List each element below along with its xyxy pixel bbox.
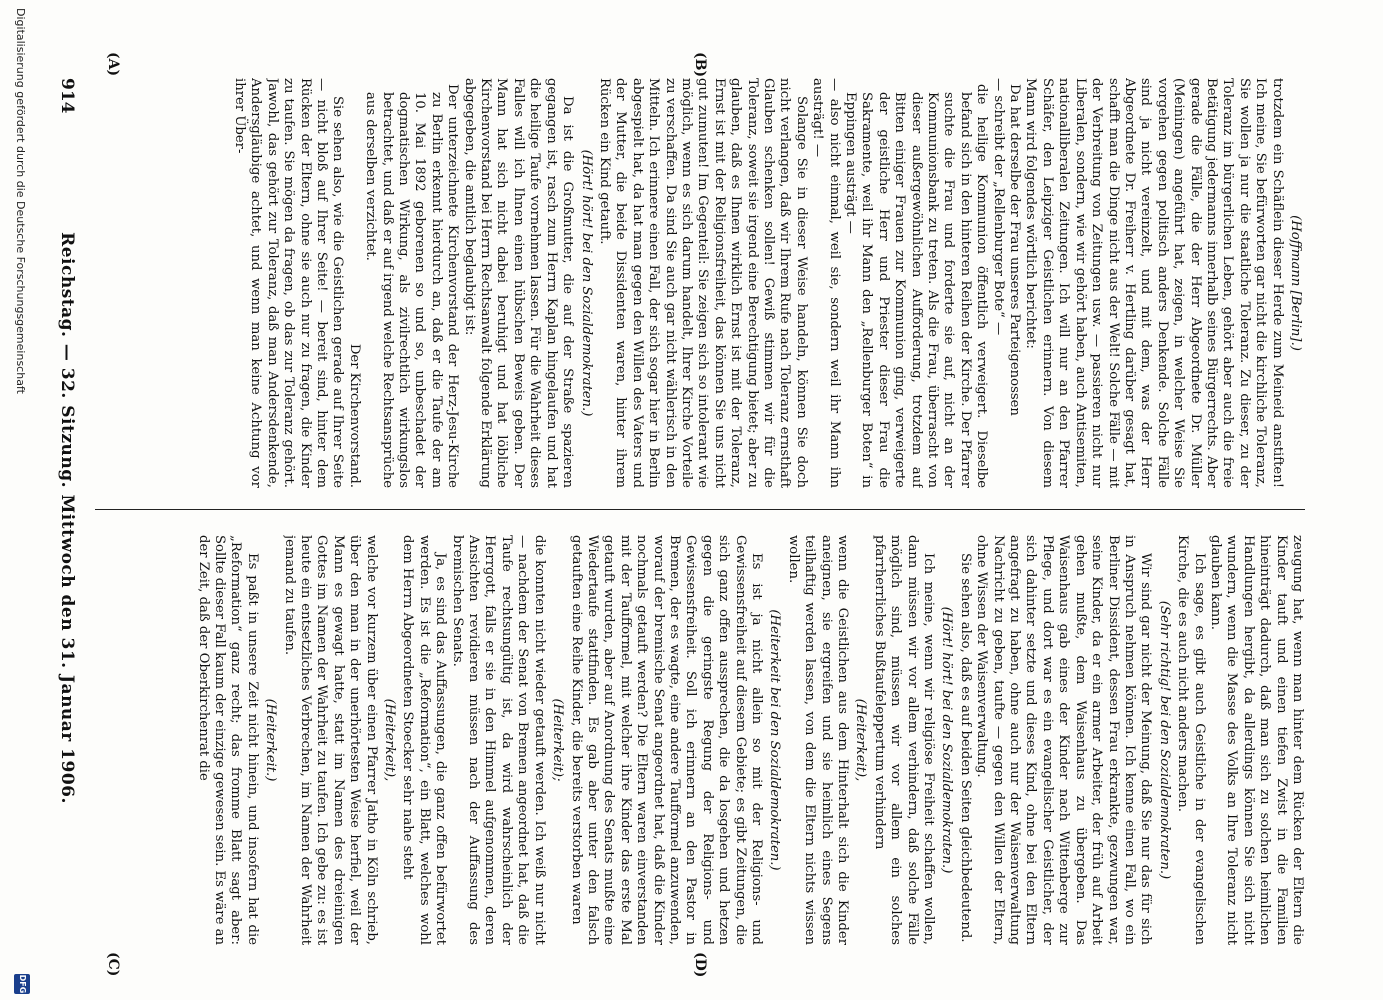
page-title: Reichstag. — 32. Sitzung. Mittwoch den 31. Januar 1906.	[57, 232, 77, 804]
page-number: 914	[57, 78, 77, 114]
digitization-footer	[7, 0, 35, 1000]
page-header	[51, 78, 81, 958]
paragraph: — schreibt der „Rellenburger Bote“ —	[990, 78, 1006, 336]
signature-line: Der Kirchenvorstand.	[346, 343, 362, 488]
paragraph: — also nicht einmal, weil sie, sondern weil ihr Mann ihn austrägt! —	[810, 78, 842, 488]
interjection: (Hört! hört! bei den Sozialdemokraten.)	[578, 149, 594, 417]
interjection: (Hört! hört! bei den Sozialdemokraten.)	[939, 606, 955, 874]
paragraph: Sie sehen also, daß es auf beiden Seiten gleichbedeutend.	[957, 553, 973, 943]
interjection: (Heiterkeit),	[853, 698, 869, 782]
interjection: (Heiterkeit),	[382, 698, 398, 782]
paragraph: wenn die Geistlichen aus dem Hinterhalt sich die Kinder aneignen, sie ergreifen und sie heimlich eines Segens teilhaftig werden lassen, von dem die Eltern nichts wissen wollen.	[785, 535, 851, 945]
speaker-label: (Hoffmann [Berlin].)	[1288, 215, 1303, 351]
interjection: (Heiterkeit.)	[263, 698, 279, 782]
margin-label-d: (D)	[692, 952, 708, 978]
paragraph: Ja, es sind das Auffassungen, die ganz offen befürwortet werden. Es ist die „Reformation“, ein Blatt, welches wohl dem Herrn Abgeordneten Stoecker sehr nahe steht	[400, 535, 449, 945]
left-column	[95, 78, 1305, 488]
paragraph: die konnten nicht wieder getauft werden. Ich weiß nur nicht — nachdem der Senat von Bremen angeordnet hat, daß die Taufe rechtsungültig ist, da wird wahrscheinlich der Herrgott, falls er sie in den Himmel aufgenommen, deren Ansichten revidieren müssen nach der Auffassung des bremischen Senats.	[449, 535, 547, 945]
interjection: (Heiterkeit bei den Sozialdemokraten.)	[767, 609, 783, 871]
right-column	[95, 535, 1305, 945]
paragraph: Es ist ja nicht allein so mit der Religions- und Gewissensfreiheit auf diesem Gebiete; es gibt Zeitungen, die sich ganz offen aussprechen, die da losgehen und hetzen gegen die geringste Regung der Religions- und Gewissensfreiheit. Soll ich erinnern an den Pastor in Bremen, der es wagte, eine andere Taufformel anzuwenden, worauf der bremische Senat angeordnet hat, daß die Kinder nochmals getauft werden? Die Eltern waren einverstanden mit der Taufformel, mit welcher ihre Kinder das erste Mal getauft wurden, aber auf Anordnung des Senats mußte eine Wiedertaufe stattfinden. Es gab aber unter den falsch getauften eine Reihe Kinder, die bereits verstorben waren	[568, 535, 764, 945]
column-divider	[95, 509, 1305, 510]
interjection: (Heiterkeit);	[550, 698, 566, 782]
paragraph: Ich meine, wenn wir religiöse Freiheit schaffen wollen, dann müssen wir vor allem verhindern, daß solche Fälle möglich sind, müssen wir vor allem ein solches pfarrherrliches Bußtaufeleppertum verhindern	[871, 535, 937, 945]
paragraph: welche vor kurzem über einen Pfarrer Jatho in Köln schrieb, über den man in der unerhörtesten Weise herfiel, weil der Mann es gewagt hatte, statt im Namen des dreieinigen Gottes im Namen der Wahrheit zu taufen. Ich gebe zu: es ist heute ein entsetzliches Verbrechen, im Namen der Wahrheit jemand zu taufen.	[281, 535, 379, 945]
dfg-logo-icon: DFG	[14, 974, 30, 994]
interjection: (Sehr richtig! bei den Sozialdemokraten.)	[1156, 600, 1172, 880]
paragraph: trotzdem ein Schäflein dieser Herde zum Meineid anstiften! Ich meine, Sie befürworten gar nicht die kirchliche Toleranz, Sie wollen ja nur die staatliche Toleranz. Zu dieser, zu der Toleranz im bürgerlichen Leben, gehört aber auch die freie Betätigung jedermanns innerhalb seines Bürgerrechts. Aber gerade die Fälle, die der Herr Abgeordnete Dr. Müller (Meiningen) angeführt hat, zeigen, in welcher Weise Sie vorgehen gegen politisch anders Denkende. Solche Fälle sind ja nicht vereinzelt, und mit dem, was der Herr Abgeordnete Dr. Freiherr v. Hertling darüber gesagt hat, schafft man die Dinge nicht aus der Welt! Solche Fälle — mit der Verbreitung von Zeitungen usw. — passieren nicht nur Liberalen, sondern, wie wir gehört haben, auch Antisemiten, nationalliberalen Zeitungen. Ich will nur an den Pfarrer Schäfer, den Leipziger Geistlichen erinnern. Von diesem Mann wird folgendes wörtlich berichtet:	[1023, 78, 1285, 488]
paragraph: Solange Sie in dieser Weise handeln, können Sie doch nicht verlangen, daß wir Ihrem Rufe nach Toleranz ernsthaft Glauben schenken sollen! Gewiß stimmen wir für die Toleranz, soweit sie irgend eine Berechtigung bietet; aber zu glauben, daß es Ihnen wirklich Ernst ist mit der Toleranz, Ernst ist mit der Religionsfreiheit, das können Sie uns nicht gut zumuten! Im Gegenteil: Sie zeigen sich so intolerant wie möglich, wenn es sich darum handelt, Ihrer Kirche Vorteile zu verschaffen. Da sind Sie auch gar nicht wählerisch in den Mitteln. Ich erinnere einen Fall, der sich sogar hier in Berlin abgespielt hat, da hat man gegen den Willen des Vaters und der Mutter, die beide Dissidenten waren, hinter ihrem Rücken ein Kind getauft.	[596, 78, 809, 488]
margin-label-a: (A)	[105, 52, 121, 77]
paragraph: Es paßt in unsere Zeit nicht hinein, und insofern hat die „Reformation“ ganz recht; das fromme Blatt sagt aber: Sollte dieser Fall kaum der einzige gewesen sein. Es wäre an der Zeit, daß der Oberkirchenrat die	[195, 535, 260, 945]
funding-credit: Digitalisierung gefördert durch die Deutsche Forschungsgemeinschaft	[14, 8, 27, 394]
paragraph: Ich sage, es gibt auch Geistliche in der evangelischen Kirche, die es auch nicht anders machen.	[1175, 535, 1207, 945]
quote: die heilige Kommunion öffentlich verweigert. Dieselbe befand sich in den hinteren Reihen der Kirche. Der Pfarrer suchte die Frau und forderte sie auf, nicht an der Kommunionsbank zu treten. Als die Frau, überrascht von dieser außergewöhnlichen Aufforderung, trotzdem auf Bitten einiger Frauen zur Kommunion ging, verweigerte der geistliche Herr und Priester dieser Frau die Sakramente, weil ihr Mann den „Rellenburger Boten“ in Eppingen austrägt —	[843, 84, 990, 488]
margin-label-b: (B)	[692, 52, 708, 78]
quote: Da hat derselbe der Frau unseres Parteigenossen	[1007, 84, 1023, 416]
margin-label-c: (C)	[105, 952, 121, 977]
paragraph: Sie sehen also, wie die Geistlichen gerade auf Ihrer Seite — nicht bloß auf Ihrer Seite! — bereit sind, hinter dem Rücken der Eltern, ohne sie auch nur zu fragen, die Kinder zu taufen. Sie mögen da fragen, ob das zur Toleranz gehört. Jawohl, das gehört zur Toleranz, daß man Andersdenkende, Andersgläubige achtet, und wenn man keine Achtung vor ihrer Über-	[232, 78, 346, 488]
paragraph: Wir sind gar nicht der Meinung, daß Sie nur das für sich in Anspruch nehmen können. Ich kenne einen Fall, wo ein Berliner Dissident, dessen Frau erkrankte, gezwungen war, seine Kinder, da er ein armer Arbeiter, der früh auf Arbeit gehen mußte, dem Waisenhaus zu übergeben. Das Waisenhaus gab eines der Kinder nach Wittenberge zur Pflege, und dort war es ein evangelischer Geistlicher, der sich dahinter setzte und dieses Kind, ohne bei den Eltern angefragt zu haben, ohne auch nur der Waisenverwaltung Nachricht zu geben, taufte — gegen den Willen der Eltern, ohne Wissen der Waisenverwaltung.	[974, 535, 1154, 945]
paragraph: Da ist die Großmutter, die auf der Straße spazieren gegangen ist, rasch zum Herrn Kaplan hingelaufen und hat die heilige Taufe vornehmen lassen. Für die Wahrheit dieses Falles will ich Ihnen einen hübschen Beweis geben. Der Mann hat sich nicht dabei beruhigt und hat löbliche Kirchenvorstand bei Herrn Rechtsanwalt folgende Erklärung abgegeben, die amtlich beglaubigt ist:	[461, 78, 576, 488]
quote: Der unterzeichnete Kirchenvorstand der Herz-Jesu-Kirche zu Berlin erkennt hierdurch an, daß er die Taufe der am 10. Mai 1892 geborenen so und so, unbeschadet der dogmatischen Wirkung, als zivilrechtlich wirkungslos betrachtet, und daß er auf irgend welche Rechtsansprüche aus derselben verzichtet.	[363, 84, 461, 488]
paragraph: zeugung hat, wenn man hinter dem Rücken der Eltern die Kinder tauft und einen tiefen Zwist in die Familien hineinträgt dadurch, daß man sich zu solchen heimlichen Handlungen hergibt, da allerdings können Sie sich nicht wundern, wenn die Masse des Volks an Ihre Toleranz nicht glauben kann.	[1207, 535, 1305, 945]
